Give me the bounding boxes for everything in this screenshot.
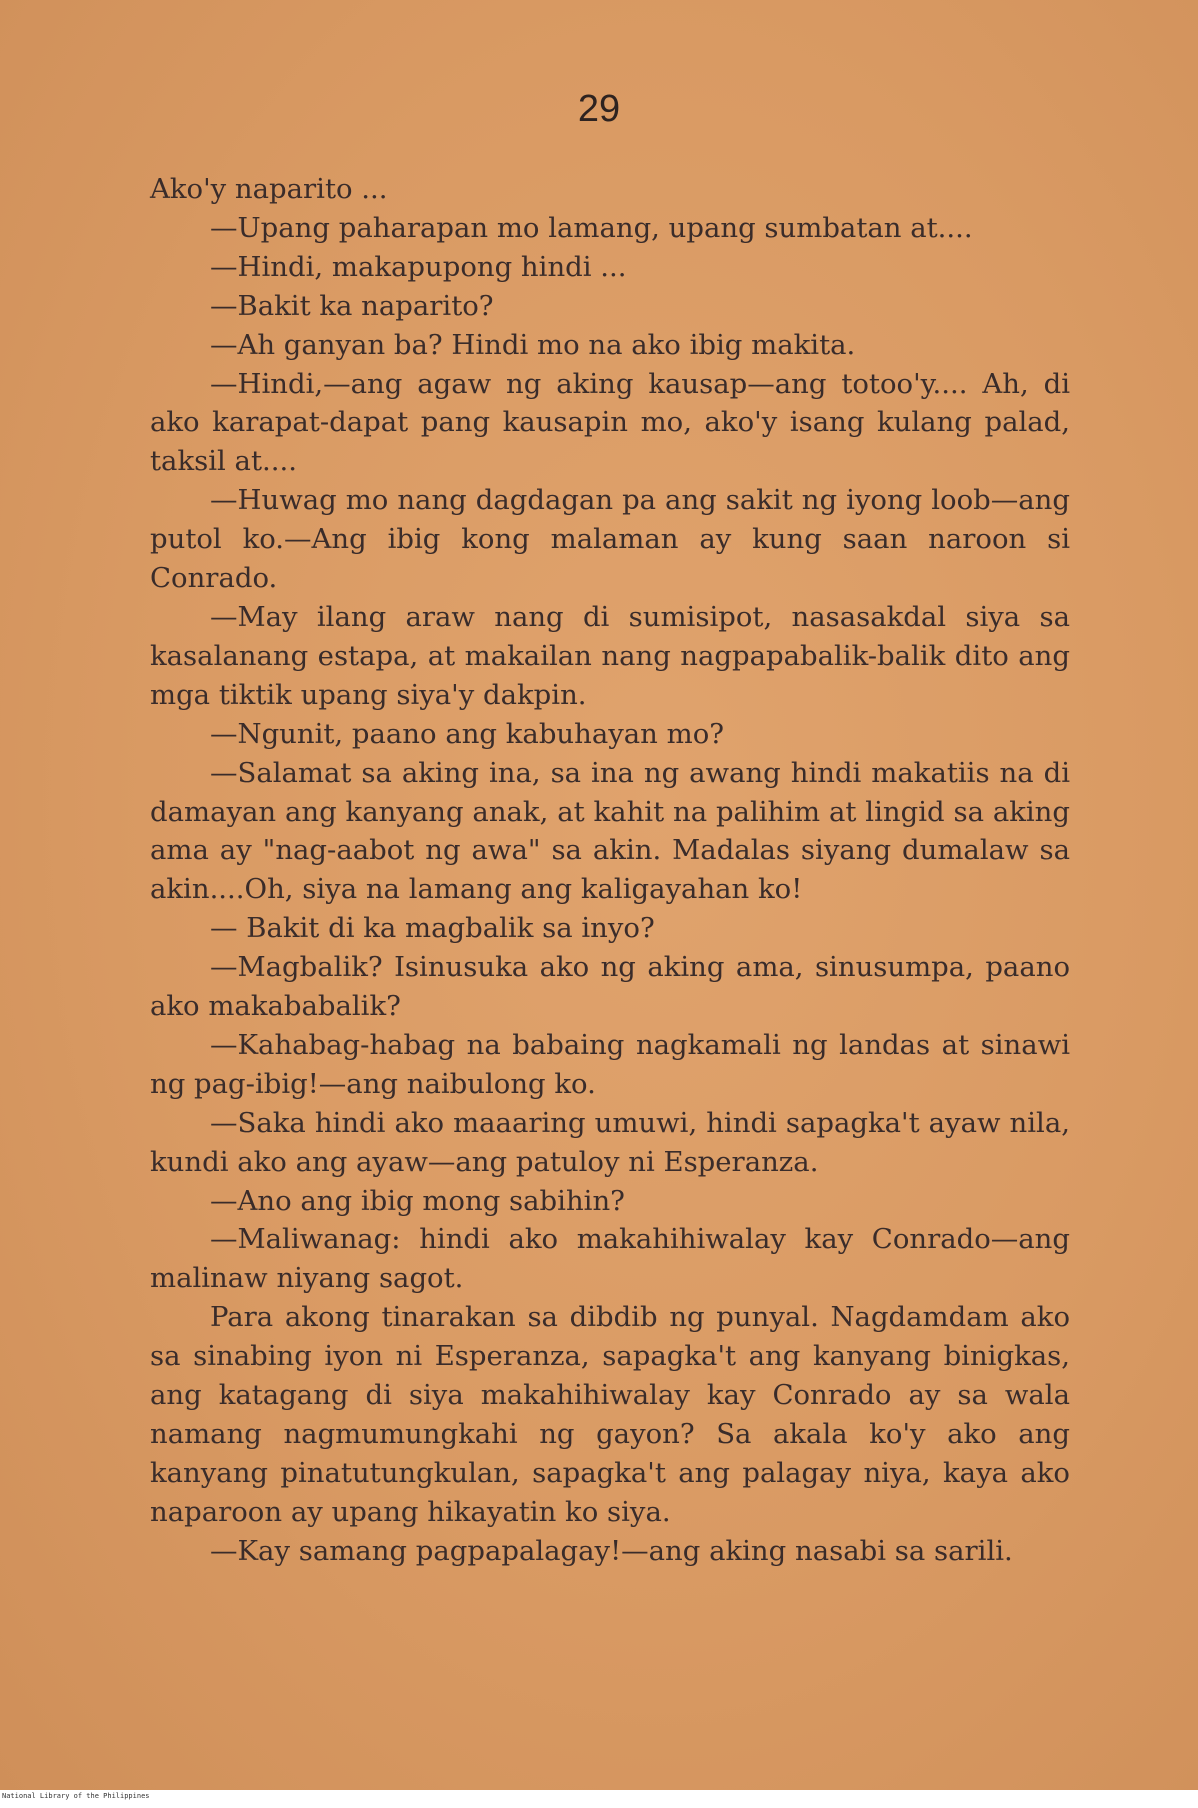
paragraph: —Upang paharapan mo lamang, upang sumbatan at.... [210,211,973,244]
paragraph: —Hindi, makapupong hindi ... [210,250,627,283]
paragraph: —Salamat sa aking ina, sa ina ng awang hindi makatiis na di damayan ang kanyang anak, at kahit na palihim at lingid sa aking ama ay "nag-aabot ng awa" sa akin. Madalas siyang dumalaw sa akin....Oh, siya na lamang ang kaligayahan ko! [150,756,1070,906]
paragraph: —Hindi,—ang agaw ng aking kausap—ang totoo'y.... Ah, di ako karapat-dapat pang kausapin mo, ako'y isang kulang palad, taksil at.... [150,367,1070,478]
paragraph: Para akong tinarakan sa dibdib ng punyal. Nagdamdam ako sa sinabing iyon ni Esperanza, sapagka't ang kanyang binigkas, ang katagang di siya makahihiwalay kay Conrado ay sa wala namang nagmumungkahi ng gayon? Sa akala ko'y ako ang kanyang pinatutungkulan, sapagka't ang palagay niya, kaya ako naparoon ay upang hikayatin ko siya. [150,1301,1070,1528]
library-credit: National Library of the Philippines [2,1792,150,1800]
paragraph: —Huwag mo nang dagdagan pa ang sakit ng iyong loob—ang putol ko.—Ang ibig kong malaman ay kung saan naroon si Conrado. [150,484,1070,595]
paragraph: —Ano ang ibig mong sabihin? [210,1184,625,1217]
paragraph: —Saka hindi ako maaaring umuwi, hindi sapagka't ayaw nila, kundi ako ang ayaw—ang patuloy ni Esperanza. [150,1106,1070,1178]
paragraph: —Magbalik? Isinusuka ako ng aking ama, sinusumpa, paano ako makababalik? [150,951,1070,1023]
paragraph: —Ngunit, paano ang kabuhayan mo? [210,717,725,750]
page-number: 29 [577,88,621,130]
paragraph: —Kay samang pagpapalagay!—ang aking nasabi sa sarili. [210,1534,1013,1567]
paragraph: —Kahabag-habag na babaing nagkamali ng landas at sinawi ng pag-ibig!—ang naibulong ko. [150,1028,1070,1100]
paragraph: —Bakit ka naparito? [210,289,494,322]
paragraph: —Maliwanag: hindi ako makahihiwalay kay Conrado—ang malinaw niyang sagot. [150,1223,1070,1295]
paragraph: —Ah ganyan ba? Hindi mo na ako ibig makita. [210,328,856,361]
paragraph: — Bakit di ka magbalik sa inyo? [210,912,655,945]
paragraph: Ako'y naparito ... [150,173,388,205]
paragraph: —May ilang araw nang di sumisipot, nasasakdal siya sa kasalanang estapa, at makailan nang nagpapabalik-balik dito ang mga tiktik upang siya'y dakpin. [150,600,1070,711]
body-text [150,170,1070,1571]
